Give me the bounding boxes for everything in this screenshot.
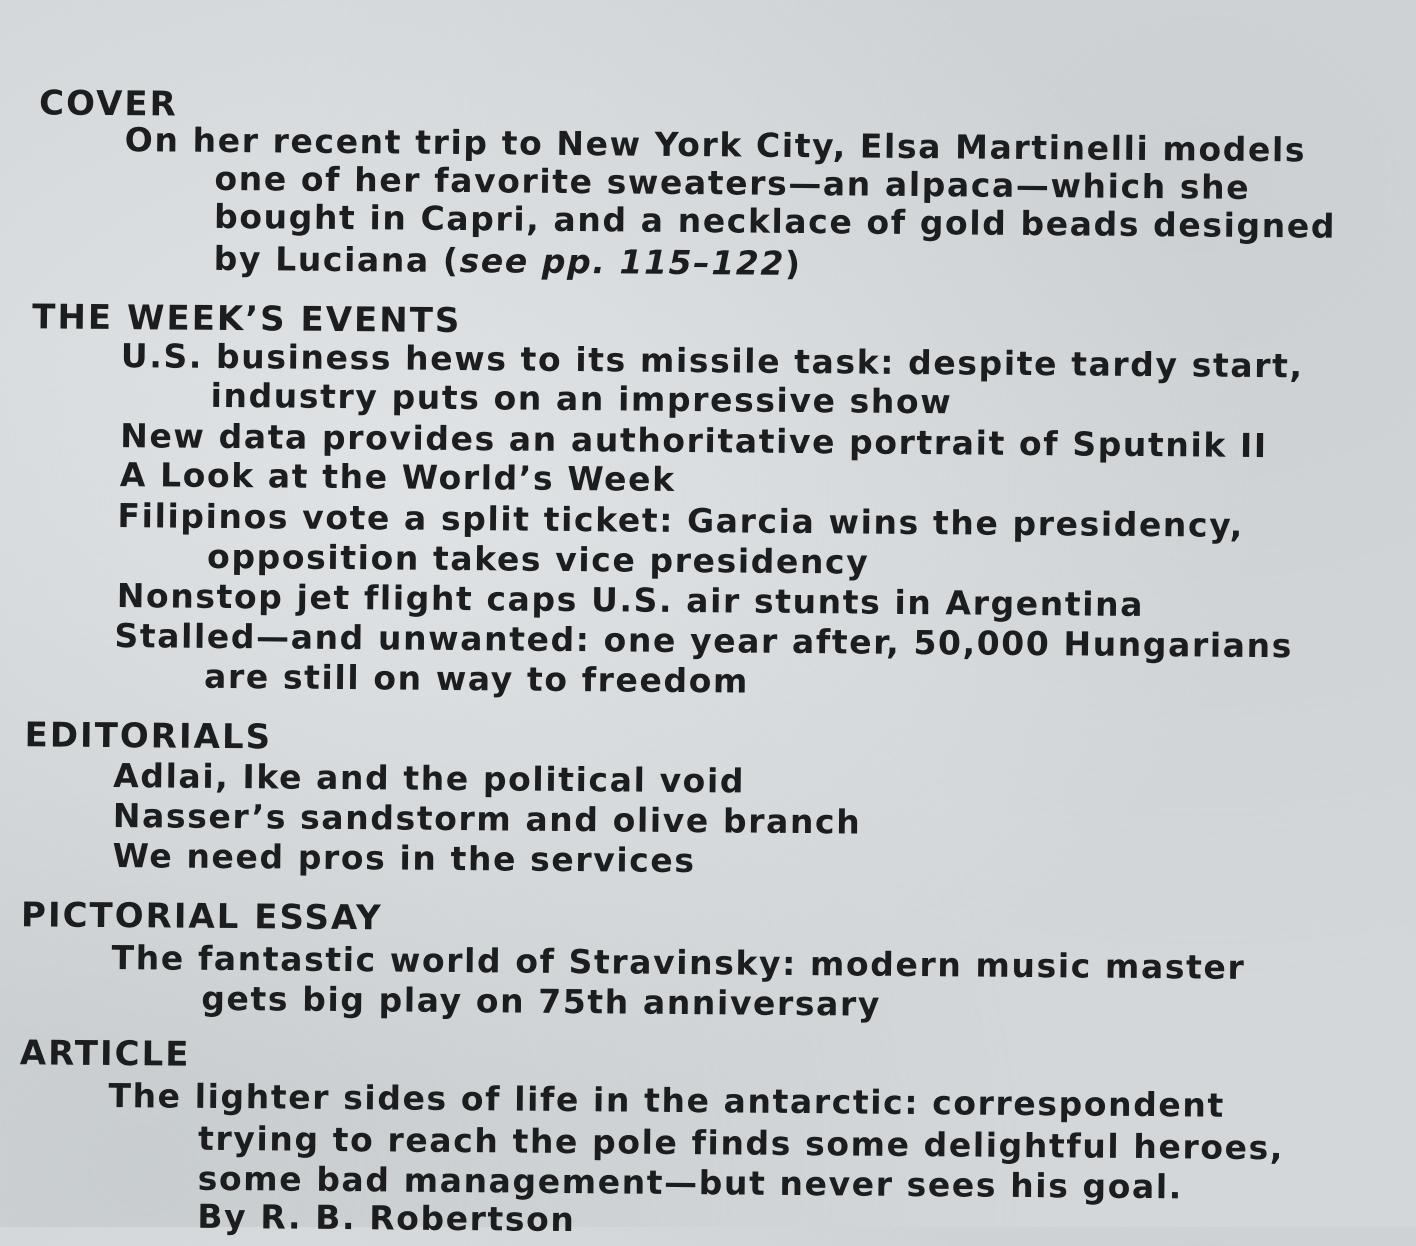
list-item: The fantastic world of Stravinsky: modern music master bbox=[111, 938, 1246, 987]
list-item: Stalled—and unwanted: one year after, 50,000 Hungarians bbox=[114, 616, 1294, 666]
list-item: A Look at the World’s Week bbox=[119, 455, 676, 499]
article-byline: By R. B. Robertson bbox=[197, 1196, 576, 1240]
section-heading-editorials: EDITORIALS bbox=[24, 715, 273, 758]
cover-text-line: one of her favorite sweaters—an alpaca—which she bbox=[214, 158, 1251, 207]
list-item-continuation: opposition takes vice presidency bbox=[206, 536, 870, 582]
list-item: New data provides an authoritative portrait of Sputnik II bbox=[120, 416, 1268, 466]
list-item-continuation: are still on way to freedom bbox=[203, 656, 750, 701]
cover-page-reference: see pp. 115–122 bbox=[459, 241, 786, 283]
cover-text-line bbox=[213, 238, 802, 284]
list-item-continuation: some bad management—but never sees his goal. bbox=[197, 1158, 1184, 1207]
list-item-continuation: gets big play on 75th anniversary bbox=[201, 978, 882, 1024]
cover-text-line: bought in Capri, and a necklace of gold beads designed bbox=[213, 196, 1337, 246]
cover-section bbox=[0, 0, 1416, 284]
section-heading-article: ARTICLE bbox=[19, 1033, 191, 1075]
section-heading-pictorial-essay: PICTORIAL ESSAY bbox=[20, 895, 383, 939]
section-heading-events: THE WEEK’S EVENTS bbox=[32, 297, 462, 342]
cover-text-line: On her recent trip to New York City, Elsa Martinelli models bbox=[124, 120, 1307, 170]
section-heading-cover: COVER bbox=[38, 83, 178, 125]
list-item: We need pros in the services bbox=[112, 836, 696, 881]
cover-text-byline: by Luciana ( bbox=[213, 238, 460, 281]
list-item-continuation: industry puts on an impressive show bbox=[210, 375, 953, 422]
list-item-continuation: trying to reach the pole finds some delightful heroes, bbox=[197, 1118, 1285, 1168]
list-item: The lighter sides of life in the antarctic: correspondent bbox=[108, 1075, 1226, 1125]
list-item: U.S. business hews to its missile task: despite tardy start, bbox=[120, 336, 1304, 386]
list-item: Nasser’s sandstorm and olive branch bbox=[112, 796, 862, 842]
cover-text-paren: ) bbox=[784, 243, 802, 284]
list-item: Filipinos vote a split ticket: Garcia wins the presidency, bbox=[117, 496, 1245, 545]
list-item: Adlai, Ike and the political void bbox=[113, 756, 746, 801]
list-item: Nonstop jet flight caps U.S. air stunts in Argentina bbox=[116, 576, 1145, 625]
